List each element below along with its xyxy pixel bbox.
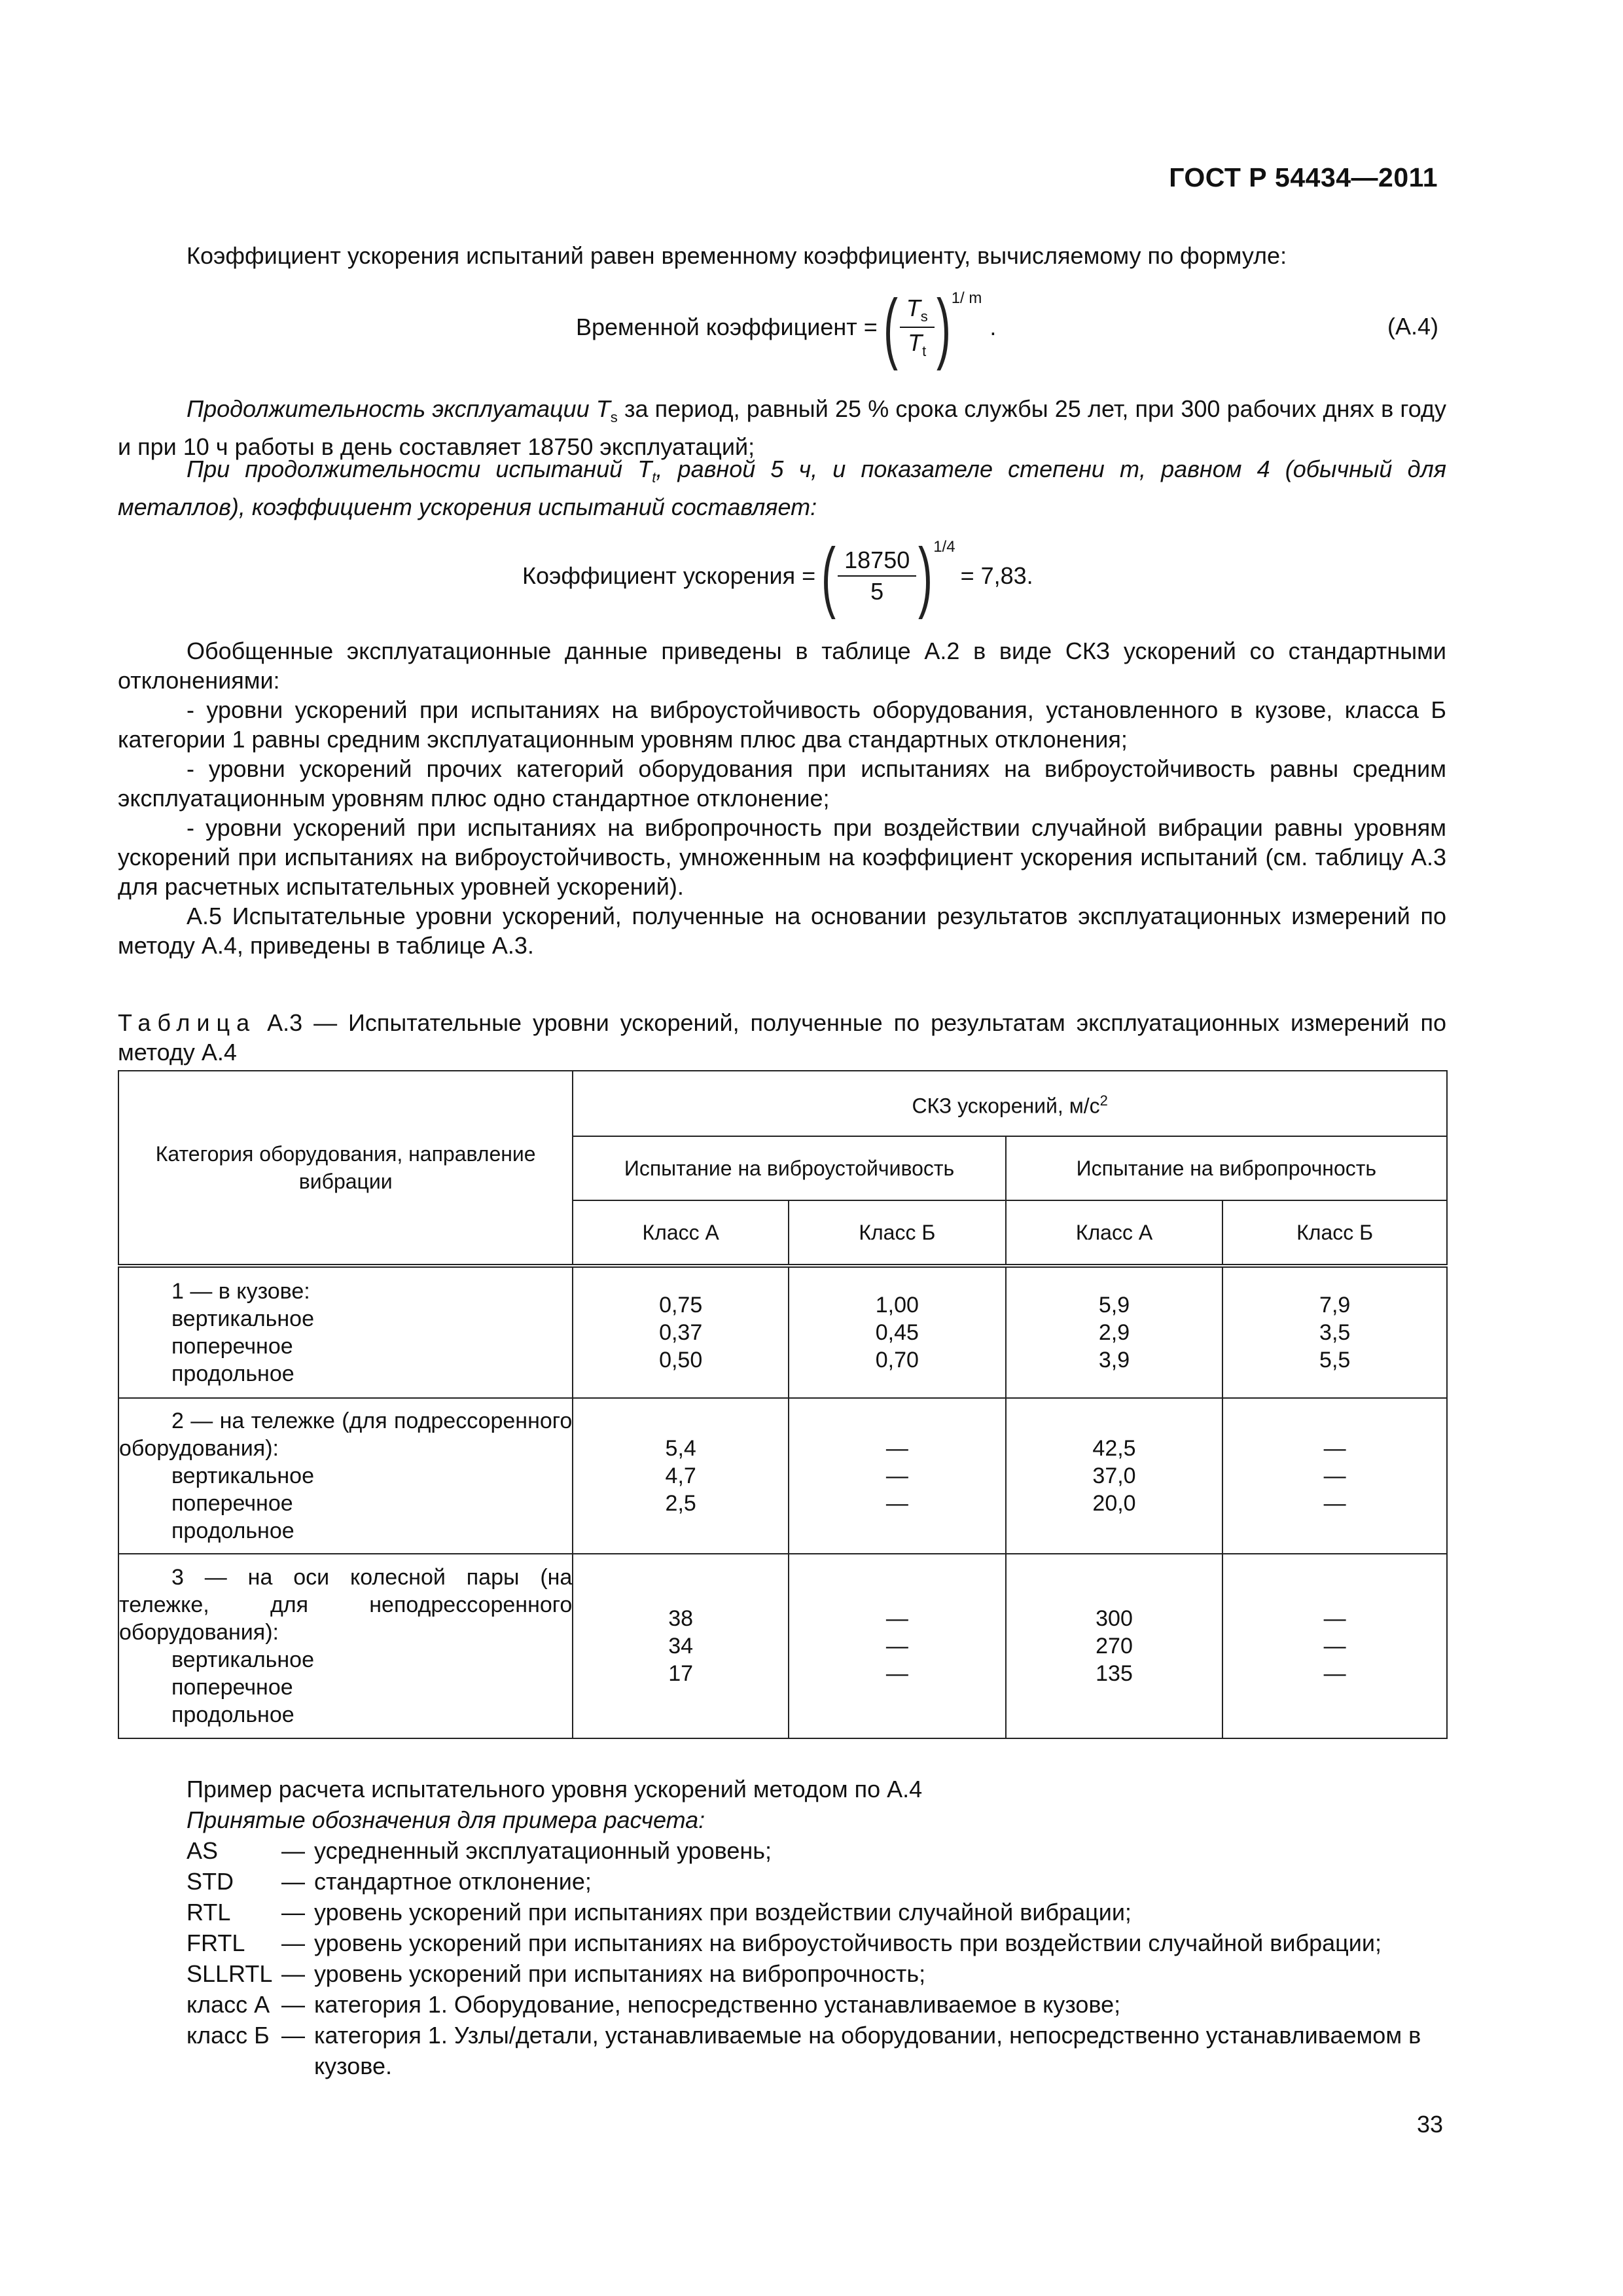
equation-number: (А.4): [1387, 313, 1439, 340]
header-class-a-stab: Класс А: [573, 1200, 789, 1266]
legend-item: RTL — уровень ускорений при испытаниях при воздействии случайной вибрации;: [187, 1899, 1132, 1926]
formula-acceleration-coefficient: Коэффициент ускорения = ( $\frac{18750}{5}$ ) 1/4 = 7,83.: [522, 532, 1033, 620]
category-cell: 1 — в кузове: вертикальное поперечное продольное: [118, 1266, 573, 1398]
fraction-ts-tt: $\frac{T_s}{T_t}$: [900, 295, 935, 360]
value-cell: — — —: [1222, 1554, 1447, 1738]
paragraph-tt: При продолжительности испытаний $T_t$, равной 5 ч, и показателе степени m, равном 4 (обычный для металлов), коэффициент ускорения испытаний составляет:: [118, 456, 1446, 521]
paragraph-a5: А.5 Испытательные уровни ускорений, полученные на основании результатов эксплуатационных измерений по методу А.4, приведены в таблице А.3.: [118, 903, 1446, 959]
header-category: Категория оборудования, направление вибрации: [118, 1071, 573, 1266]
value-cell: 42,5 37,0 20,0: [1006, 1398, 1223, 1554]
fraction-18750-5: $\frac{18750}{5}$: [838, 547, 916, 605]
paragraph-summary: Обобщенные эксплуатационные данные приведены в таблице А.2 в виде СКЗ ускорений со стандартными отклонениями:: [118, 637, 1446, 694]
header-sko: СКЗ ускорений, $м/с^2$: [573, 1071, 1447, 1136]
legend-item: FRTL — уровень ускорений при испытаниях на виброустойчивость при воздействии случайной вибрации;: [187, 1929, 1382, 1956]
standard-header: ГОСТ Р 54434—2011: [1169, 162, 1438, 192]
formula-time-coefficient: Временной коэффициент = ( $\frac{T_s}{T_t}$ ) 1/ m .: [576, 283, 997, 371]
category-cell: 3 — на оси колесной пары (на тележке, для неподрессоренного оборудования): вертикальное поперечное продольное: [118, 1554, 573, 1738]
category-cell: 2 — на тележке (для подрессоренного оборудования): вертикальное поперечное продольное: [118, 1398, 573, 1554]
example-title: Пример расчета испытательного уровня ускорений методом по А.4: [187, 1776, 923, 1803]
value-cell: 5,9 2,9 3,9: [1006, 1266, 1223, 1398]
header-class-b-strength: Класс Б: [1222, 1200, 1447, 1266]
value-cell: 5,4 4,7 2,5: [573, 1398, 789, 1554]
table-caption: Таблица А.3 — Испытательные уровни ускорений, полученные по результатам эксплуатационных измерений по методу А.4: [118, 1009, 1446, 1066]
value-cell: — — —: [789, 1398, 1006, 1554]
bullet-3: - уровни ускорений при испытаниях на вибропрочность при воздействии случайной вибрации равны уровням ускорений при испытаниях на виброустойчивость, умноженным на коэффициент ускорения испытаний (см. таблицу А.3 для расчетных испытательных уровней ускорений).: [118, 814, 1446, 900]
legend-item: STD — стандартное отклонение;: [187, 1868, 592, 1895]
header-strength-test: Испытание на вибропрочность: [1006, 1136, 1447, 1200]
legend-title: Принятые обозначения для примера расчета:: [187, 1806, 705, 1833]
value-cell: — — —: [1222, 1398, 1447, 1554]
acceleration-levels-table: [118, 1070, 1448, 1739]
value-cell: — — —: [789, 1554, 1006, 1738]
page-number: 33: [1417, 2111, 1444, 2138]
value-cell: 300 270 135: [1006, 1554, 1223, 1738]
legend-item: AS — усредненный эксплуатационный уровень;: [187, 1837, 772, 1864]
value-cell: 1,00 0,45 0,70: [789, 1266, 1006, 1398]
header-class-a-strength: Класс А: [1006, 1200, 1223, 1266]
legend-item: SLLRTL — уровень ускорений при испытаниях на вибропрочность;: [187, 1960, 926, 1987]
header-class-b-stab: Класс Б: [789, 1200, 1006, 1266]
exponent: 1/ m: [951, 289, 982, 307]
table-row: [118, 1398, 1447, 1554]
value-cell: 0,75 0,37 0,50: [573, 1266, 789, 1398]
table-row: [118, 1554, 1447, 1738]
example-section: [118, 1774, 1446, 2081]
intro-paragraph: Коэффициент ускорения испытаний равен временному коэффициенту, вычисляемому по формуле:: [187, 242, 1287, 269]
value-cell: 7,9 3,5 5,5: [1222, 1266, 1447, 1398]
paragraph-ts: Продолжительность эксплуатации $T_s$ за период, равный 25 % срока службы 25 лет, при 300 рабочих днях в году и при 10 ч работы в день составляет 18750 эксплуатаций;: [118, 395, 1446, 461]
value-cell: 38 34 17: [573, 1554, 789, 1738]
table-row: [118, 1266, 1447, 1398]
bullet-2: - уровни ускорений прочих категорий оборудования при испытаниях на виброустойчивость равны средним эксплуатационным уровням плюс одно стандартное отклонение;: [118, 755, 1446, 812]
bullet-1: - уровни ускорений при испытаниях на виброустойчивость оборудования, установленного в кузове, класса Б категории 1 равны средним эксплуатационным уровням плюс два стандартных отклонения;: [118, 696, 1446, 753]
legend-item: класс А — категория 1. Оборудование, непосредственно устанавливаемое в кузове;: [187, 1991, 1121, 2018]
header-stability-test: Испытание на виброустойчивость: [573, 1136, 1005, 1200]
legend-item: класс Б — категория 1. Узлы/детали, устанавливаемые на оборудовании, непосредственно устанавливаемом в кузове.: [187, 2022, 1421, 2079]
